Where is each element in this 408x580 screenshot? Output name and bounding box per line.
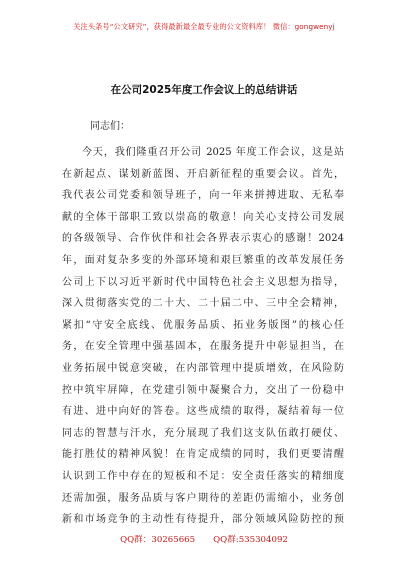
salutation: 同志们： <box>90 121 130 132</box>
body-line: 紧扣“守安全底线、优服务品质、拓业务版图”的核心任 <box>62 319 344 331</box>
body-line: 深入贯彻落实党的二十大、二十届二中、三中全会精神， <box>62 298 344 310</box>
body-line: 务，在安全管理中强基固本，在服务提升中彰显担当，在 <box>62 341 344 353</box>
footer-qq-group-1: QQ群：30265665 <box>120 535 196 545</box>
body-line: 同志的智慧与汗水，充分展现了我们这支队伍敢打硬仗、 <box>62 427 344 439</box>
body-line: 有进、进中向好的答卷。这些成绩的取得，凝结着每一位 <box>62 406 344 418</box>
body-line: 的各级领导、合作伙伴和社会各界表示衷心的感谢！2024 <box>62 233 344 245</box>
body-line: 在新起点、谋划新蓝图、开启新征程的重要会议。首先， <box>62 168 344 180</box>
body-line: 能打胜仗的精神风貌！在肯定成绩的同时，我们更要清醒 <box>62 449 344 461</box>
footer-qq-group-2: QQ群:535304092 <box>213 535 288 545</box>
header-banner: 关注头条号“公文研究”，获得最新最全最专业的公文资料库！ 微信：gongwenyj <box>73 22 335 31</box>
body-line: 今天，我们隆重召开公司 2025 年度工作会议，这是站 <box>82 147 344 158</box>
body-line: 新和市场竞争的主动性有待提升，部分领域风险防控的预 <box>62 514 344 526</box>
body-line: 献的全体干部职工致以崇高的敬意！向关心支持公司发展 <box>62 211 344 223</box>
body-line: 控中筑牢屏障，在党建引领中凝聚合力，交出了一份稳中 <box>62 384 344 396</box>
document-title: 在公司2025年度工作会议上的总结讲话 <box>110 84 298 96</box>
body-line: 认识到工作中存在的短板和不足：安全责任落实的精细度 <box>62 470 344 482</box>
body-line: 我代表公司党委和领导班子，向一年来拼搏进取、无私奉 <box>62 190 344 202</box>
footer-qq-groups <box>0 533 408 545</box>
body-line: 还需加强，服务品质与客户期待的差距仍需缩小，业务创 <box>62 492 344 504</box>
body-text <box>62 142 344 531</box>
body-line: 公司上下以习近平新时代中国特色社会主义思想为指导， <box>62 276 344 288</box>
body-line: 业务拓展中锐意突破，在内部管理中提质增效，在风险防 <box>62 362 344 374</box>
body-line: 年，面对复杂多变的外部环境和艰巨繁重的改革发展任务 <box>62 254 344 266</box>
